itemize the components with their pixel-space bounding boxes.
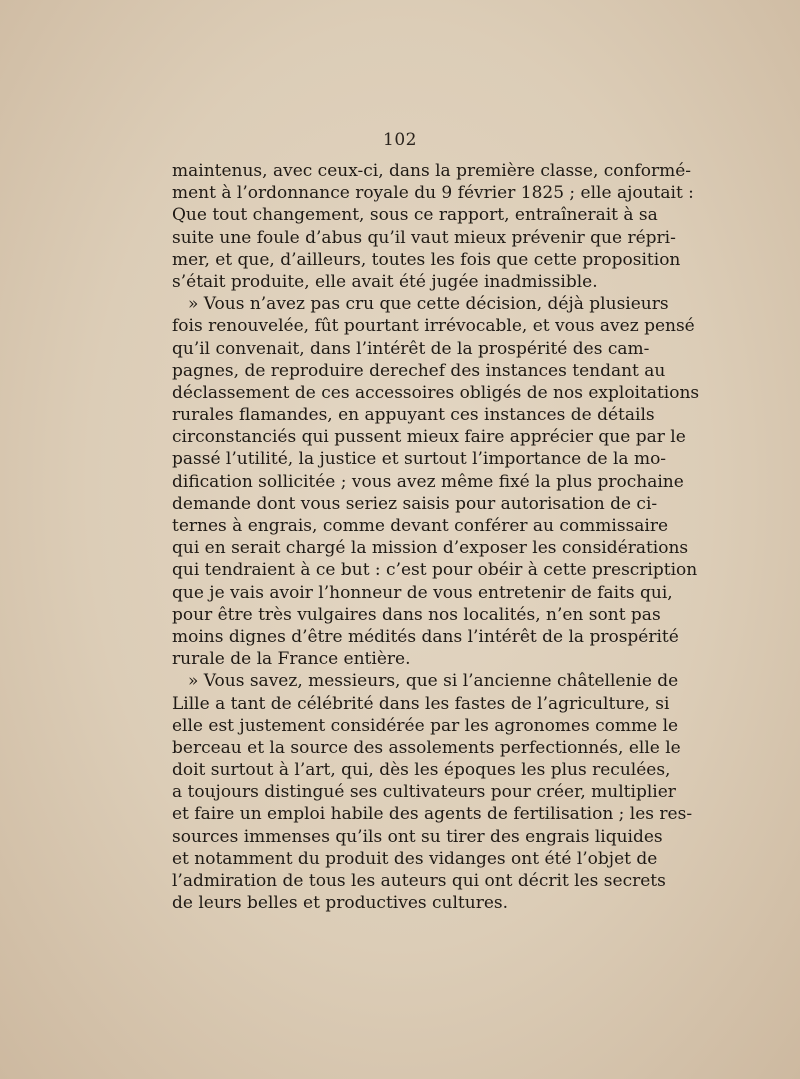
text-line: » Vous n’avez pas cru que cette décision, déjà plusieurs: [188, 294, 669, 315]
text-line: elle est justement considérée par les agronomes comme le: [172, 715, 679, 736]
text-line: fois renouvelée, fût pourtant irrévocable, et vous avez pensé: [172, 316, 695, 337]
body-text: [172, 160, 700, 914]
text-line: » Vous savez, messieurs, que si l’ancienne châtellenie de: [188, 671, 679, 692]
text-line: doit surtout à l’art, qui, dès les époques les plus reculées,: [172, 760, 671, 781]
text-line: mer, et que, d’ailleurs, toutes les fois que cette proposition: [172, 249, 681, 270]
page-number: 102: [383, 130, 417, 150]
text-line: l’admiration de tous les auteurs qui ont décrit les secrets: [172, 871, 666, 891]
text-line: moins dignes d’être médités dans l’intérêt de la prospérité: [172, 626, 679, 647]
text-line: pour être très vulgaires dans nos localités, n’en sont pas: [172, 604, 661, 625]
text-line: suite une foule d’abus qu’il vaut mieux prévenir que répri-: [172, 227, 676, 248]
text-line: passé l’utilité, la justice et surtout l’importance de la mo-: [172, 449, 667, 470]
text-line: a toujours distingué ses cultivateurs pour créer, multiplier: [172, 782, 676, 803]
text-line: maintenus, avec ceux-ci, dans la première classe, conformé-: [172, 161, 692, 181]
text-line: et faire un emploi habile des agents de fertilisation ; les res-: [172, 804, 693, 825]
text-line: pagnes, de reproduire derechef des instances tendant au: [172, 360, 666, 381]
text-line: ment à l’ordonnance royale du 9 février 1825 ; elle ajoutait :: [172, 183, 694, 204]
text-line: qu’il convenait, dans l’intérêt de la prospérité des cam-: [172, 338, 650, 359]
text-line: circonstanciés qui pussent mieux faire apprécier que par le: [172, 427, 686, 448]
text-line: que je vais avoir l’honneur de vous entretenir de faits qui,: [172, 582, 673, 603]
text-line: Lille a tant de célébrité dans les fastes de l’agriculture, si: [172, 693, 670, 714]
text-line: rurales flamandes, en appuyant ces instances de détails: [172, 405, 655, 426]
text-line: et notamment du produit des vidanges ont été l’objet de: [172, 848, 658, 869]
text-line: déclassement de ces accessoires obligés de nos exploitations: [172, 382, 700, 403]
text-line: qui tendraient à ce but : c’est pour obéir à cette prescription: [172, 560, 698, 581]
text-line: sources immenses qu’ils ont su tirer des engrais liquides: [172, 826, 663, 847]
text-line: de leurs belles et productives cultures.: [172, 893, 509, 914]
text-line: rurale de la France entière.: [172, 649, 411, 670]
text-line: demande dont vous seriez saisis pour autorisation de ci-: [172, 493, 658, 514]
text-line: dification sollicitée ; vous avez même fixé la plus prochaine: [172, 471, 684, 492]
text-line: s’était produite, elle avait été jugée inadmissible.: [172, 271, 598, 292]
text-line: ternes à engrais, comme devant conférer au commissaire: [172, 516, 669, 536]
text-line: berceau et la source des assolements perfectionnés, elle le: [172, 737, 681, 758]
text-line: Que tout changement, sous ce rapport, entraînerait à sa: [172, 205, 658, 226]
text-line: qui en serait chargé la mission d’exposer les considérations: [172, 538, 689, 559]
